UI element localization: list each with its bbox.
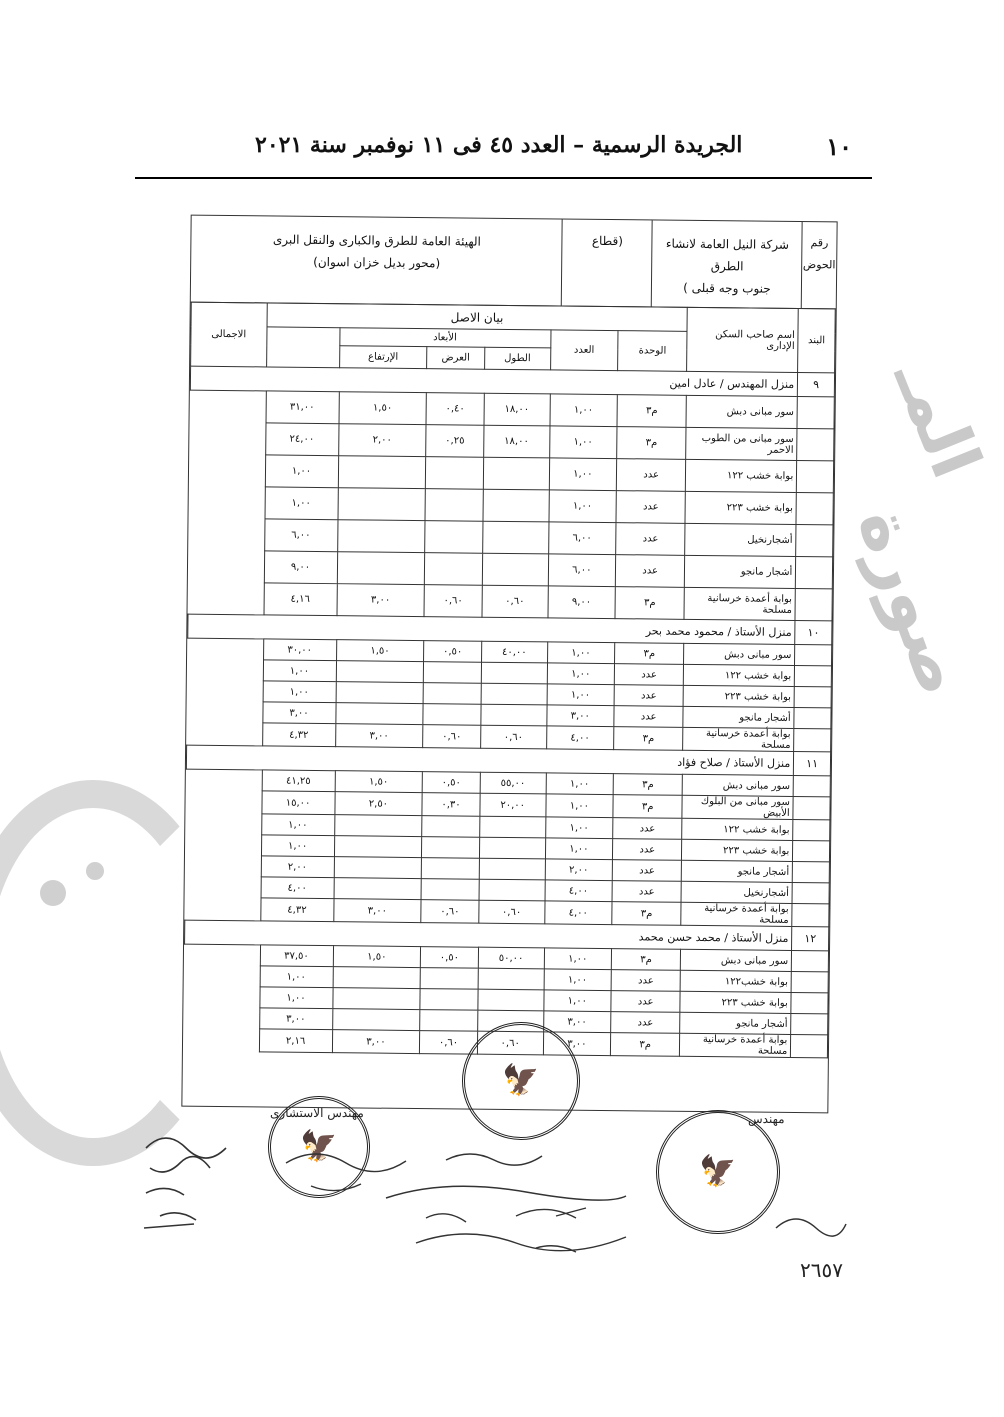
row-width: ٠,٣٠ [422, 793, 480, 817]
row-unit: عدد [611, 991, 680, 1013]
page-number: ١٠ [826, 132, 852, 161]
row-number-cell [793, 775, 830, 796]
row-quantity: ١,٠٠ [546, 794, 614, 818]
row-length [483, 457, 549, 490]
row-total: ٢,١٦ [259, 1029, 332, 1053]
row-width [422, 837, 480, 859]
row-unit: عدد [611, 970, 680, 992]
row-quantity: ٤,٠٠ [546, 726, 614, 750]
row-quantity: ١,٠٠ [549, 458, 617, 491]
col-header-total: الاجمالى [191, 302, 267, 367]
col-header-width: العرض [427, 347, 485, 370]
sector-cell: (قطاع [561, 220, 653, 307]
row-number-cell [797, 429, 834, 461]
row-length: ٤٠,٠٠ [481, 641, 547, 663]
scanned-form [181, 215, 837, 1114]
row-quantity: ٤,٠٠ [544, 901, 612, 925]
row-description: بوابة خشب ٢٢٣ [680, 991, 791, 1013]
row-description: أشجار مانجو [682, 860, 793, 882]
row-quantity: ١,٠٠ [544, 948, 612, 970]
row-quantity: ١,٠٠ [550, 394, 618, 427]
stamp-code: ٢٦٥٧ [800, 1258, 843, 1282]
authority-cell [191, 216, 563, 306]
row-height [336, 661, 424, 683]
watermark-text: صورة [841, 496, 985, 706]
row-total: ٣٠,٠٠ [263, 639, 336, 661]
row-total: ١,٠٠ [265, 455, 338, 488]
row-height [337, 520, 425, 553]
section-number: ٩ [798, 373, 835, 397]
row-length: ٠,٦٠ [482, 585, 548, 618]
row-description: سور مبانى دبش [682, 774, 793, 796]
row-length [481, 683, 547, 705]
row-description: بوابة خشب ٢٢٣ [685, 491, 796, 524]
row-width [420, 1010, 478, 1032]
row-quantity: ١,٠٠ [545, 817, 613, 839]
row-total: ٢٤,٠٠ [265, 423, 338, 456]
row-number-cell [796, 524, 833, 556]
row-width [422, 816, 480, 838]
row-number-cell [795, 644, 832, 665]
row-width [425, 489, 483, 522]
row-width: ٠,٦٠ [423, 725, 481, 749]
row-height: ١,٥٠ [333, 946, 421, 968]
row-width [421, 879, 479, 901]
row-number-cell [794, 686, 831, 707]
row-number-cell [793, 796, 830, 819]
row-length [478, 968, 544, 990]
col-header-no: البند [798, 309, 835, 373]
row-width [424, 662, 482, 684]
engineer-label: مهندس [748, 1112, 785, 1126]
row-quantity: ١,٠٠ [547, 642, 615, 664]
row-description: بوابة خشب ١٢٢ [682, 818, 793, 840]
row-quantity: ٣,٠٠ [543, 1011, 611, 1033]
row-height: ٣,٠٠ [335, 724, 423, 748]
eagle-emblem-icon: 🦅 [502, 1063, 540, 1098]
eagle-emblem-icon: 🦅 [699, 1154, 737, 1189]
row-total: ٤,٠٠ [261, 877, 334, 899]
row-length: ٠,٦٠ [479, 900, 545, 924]
row-unit: عدد [615, 555, 685, 588]
row-total: ٣,٠٠ [262, 702, 335, 724]
col-header-dimensions: الأبعاد [339, 328, 550, 348]
row-number-cell [795, 588, 832, 620]
row-height [336, 682, 424, 704]
row-description: أشجار مانجو [685, 555, 796, 588]
row-unit: م٣ [613, 795, 682, 819]
col-header-description: اسم صاحب السكن الإدارى [687, 307, 799, 372]
watermark-text: المـ [878, 350, 996, 489]
row-unit: عدد [612, 860, 681, 882]
row-width [423, 704, 481, 726]
row-unit: عدد [612, 881, 681, 903]
row-number-cell [793, 819, 830, 840]
row-description: بوابة أعمدة خرسانية مسلحة [683, 727, 794, 751]
table-body [183, 366, 834, 1058]
row-height: ٢,٥٠ [334, 792, 422, 816]
row-unit: م٣ [617, 395, 687, 428]
col-header-qty: العدد [550, 330, 618, 371]
row-unit: عدد [614, 685, 683, 707]
row-width: ٠,٦٠ [424, 585, 482, 618]
section-number: ١٠ [795, 620, 832, 644]
row-total: ١,٠٠ [260, 966, 333, 988]
row-total: ١,٠٠ [263, 660, 336, 682]
eagle-emblem-icon: 🦅 [300, 1129, 338, 1164]
row-quantity: ١,٠٠ [549, 426, 617, 459]
row-width [422, 858, 480, 880]
row-number-cell [797, 397, 834, 429]
row-height [334, 815, 422, 837]
row-height [338, 456, 426, 489]
row-width [426, 457, 484, 490]
row-quantity: ٢,٠٠ [545, 859, 613, 881]
row-number-cell [792, 950, 829, 971]
watermark-logo-dot [40, 880, 66, 906]
row-total: ٩,٠٠ [264, 551, 337, 584]
row-total: ٣١,٠٠ [266, 391, 339, 424]
project-name: (محور بديل خزان اسوان) [313, 254, 441, 271]
row-unit: م٣ [611, 949, 680, 971]
row-total: ١,٠٠ [263, 681, 336, 703]
row-description: سور مبانى دبش [681, 949, 792, 971]
row-width [425, 521, 483, 554]
row-height: ٢,٠٠ [338, 424, 426, 457]
row-quantity: ٦,٠٠ [548, 522, 616, 555]
row-quantity: ١,٠٠ [546, 773, 614, 795]
row-length: ٢٠,٠٠ [480, 793, 546, 817]
row-quantity: ٣,٠٠ [547, 705, 615, 727]
section-title: منزل الأستاذ / محمود محمد بحر [188, 614, 796, 644]
row-length: ٠,٦٠ [480, 725, 546, 749]
row-description: سور مبانى من البلوك الأبيض [682, 795, 793, 819]
row-length [479, 837, 545, 859]
row-unit: عدد [613, 818, 682, 840]
row-unit: عدد [614, 706, 683, 728]
row-quantity: ١,٠٠ [547, 684, 615, 706]
row-total: ١,٠٠ [261, 835, 334, 857]
row-quantity: ١,٠٠ [549, 490, 617, 523]
row-height [334, 836, 422, 858]
row-height: ١,٥٠ [339, 392, 427, 425]
row-total: ٤,٣٢ [262, 723, 335, 747]
row-height [337, 552, 425, 585]
row-total: ١٥,٠٠ [262, 791, 335, 815]
row-height [333, 967, 421, 989]
row-width: ٠,٥٠ [424, 641, 482, 663]
row-total: ٤١,٢٥ [262, 770, 335, 792]
row-quantity: ١,٠٠ [545, 838, 613, 860]
row-height [334, 857, 422, 879]
row-height [332, 1009, 420, 1031]
row-description: سور مبانى دبش [686, 395, 797, 428]
row-description: بوابة خشب ١٢٢ [686, 459, 797, 492]
row-width: ٠,٥٠ [421, 947, 479, 969]
row-quantity: ٦,٠٠ [548, 554, 616, 587]
row-width [420, 968, 478, 990]
row-number-cell [795, 665, 832, 686]
signature-area [136, 1063, 872, 1298]
row-number-cell [792, 903, 829, 926]
row-unit: عدد [616, 459, 686, 492]
row-quantity: ٤,٠٠ [545, 880, 613, 902]
row-length: ٥٥,٠٠ [480, 772, 546, 794]
row-width: ٠,٦٠ [421, 900, 479, 924]
row-quantity: ١,٠٠ [544, 990, 612, 1012]
row-width [423, 683, 481, 705]
row-unit: عدد [613, 839, 682, 861]
row-number-cell [793, 861, 830, 882]
row-width: ٠,٢٥ [426, 425, 484, 458]
row-description: أشجار مانجو [683, 706, 794, 728]
row-height: ٣,٠٠ [332, 1030, 420, 1054]
row-height: ٣,٠٠ [333, 899, 421, 923]
row-width: ٠,٤٠ [426, 393, 484, 426]
row-length [483, 489, 549, 522]
row-length [481, 662, 547, 684]
row-total: ٣,٠٠ [259, 1008, 332, 1030]
row-number-cell [791, 992, 828, 1013]
row-description: بوابة أعمدة خرسانية مسلحة [684, 587, 795, 620]
table-title: بيان الاصل [267, 303, 688, 331]
row-length: ٥٠,٠٠ [478, 947, 544, 969]
row-quantity: ٣,٠٠ [543, 1032, 611, 1056]
row-number-cell [792, 882, 829, 903]
row-height: ٣,٠٠ [337, 584, 425, 617]
row-width: ٠,٦٠ [420, 1031, 478, 1055]
row-number-cell [797, 460, 834, 492]
row-height [332, 988, 420, 1010]
authority-name: الهيئة العامة للطرق والكبارى والنقل البرى [272, 232, 482, 249]
row-height [335, 703, 423, 725]
row-description: سور مبانى دبش [684, 643, 795, 665]
row-width [425, 553, 483, 586]
company-branch: جنوب وجه قبلى ) [683, 280, 771, 296]
row-length: ١٨,٠٠ [484, 393, 550, 426]
row-total: ٤,٣٢ [260, 898, 333, 922]
row-unit: م٣ [614, 727, 683, 751]
row-total: ١,٠٠ [259, 987, 332, 1009]
row-number-cell [794, 728, 831, 751]
row-height [334, 878, 422, 900]
row-unit: م٣ [615, 587, 685, 620]
row-description: أشجار مانجو [680, 1012, 791, 1034]
items-table [183, 302, 836, 1059]
row-number-cell [793, 840, 830, 861]
row-length [479, 879, 545, 901]
row-unit: م٣ [610, 1033, 679, 1057]
handwritten-signatures [136, 1098, 872, 1298]
row-number-cell [791, 971, 828, 992]
row-unit: م٣ [617, 427, 687, 460]
row-description: سور مبانى من الطوب الاحمر [686, 427, 797, 460]
header-rule [135, 177, 872, 179]
row-unit: م٣ [613, 774, 682, 796]
row-quantity: ١,٠٠ [544, 969, 612, 991]
section-number: ١١ [794, 751, 831, 775]
row-total: ٢,٠٠ [261, 856, 334, 878]
col-header-height: الإرتفاع [339, 346, 427, 369]
row-width [420, 989, 478, 1011]
row-unit: م٣ [615, 643, 684, 665]
row-height [338, 488, 426, 521]
row-total: ٤,١٦ [264, 583, 337, 616]
consultant-engineer-label: مهندس الاستشارى [270, 1106, 364, 1120]
row-length [479, 816, 545, 838]
row-length [482, 553, 548, 586]
row-description: أشجارنخيل [681, 881, 792, 903]
row-total: ١,٠٠ [261, 814, 334, 836]
row-number-cell [796, 556, 833, 588]
form-header-row [191, 216, 837, 310]
row-number-cell [796, 492, 833, 524]
row-quantity: ٩,٠٠ [548, 586, 616, 619]
row-description: أشجارنخيل [685, 523, 796, 556]
row-number-cell [791, 1013, 828, 1034]
row-description: بوابة خشب ١٢٢ [684, 664, 795, 686]
row-height: ١,٥٠ [336, 640, 424, 662]
row-unit: عدد [616, 523, 686, 556]
col-header-unit: الوحدة [618, 331, 688, 372]
row-length: ٠,٦٠ [477, 1031, 543, 1055]
row-unit: عدد [616, 491, 686, 524]
company-cell [651, 220, 803, 308]
row-number-cell [794, 707, 831, 728]
row-description: بوابة خشب ٢٢٣ [682, 839, 793, 861]
row-description: بوابة أعمدة خرسانية مسلحة [680, 1033, 791, 1057]
company-name: شركة النيل العامة لانشاء الطرق [665, 236, 790, 274]
row-description: بوابة خشب١٢٢ [680, 970, 791, 992]
row-height: ١,٥٠ [335, 771, 423, 793]
row-description: بوابة أعمدة خرسانية مسلحة [681, 902, 792, 926]
row-quantity: ١,٠٠ [547, 663, 615, 685]
row-unit: م٣ [612, 902, 681, 926]
row-length [478, 989, 544, 1011]
row-unit: عدد [611, 1012, 680, 1034]
section-title: منزل المهندس / عادل امين [190, 366, 798, 396]
row-description: بوابة خشب ٢٢٣ [683, 685, 794, 707]
row-length [481, 704, 547, 726]
row-length: ١٨,٠٠ [483, 425, 549, 458]
section-title: منزل الأستاذ / محمد حسن محمد [185, 920, 793, 950]
row-length [482, 521, 548, 554]
section-title: منزل الأستاذ / صلاح فؤاد [186, 745, 794, 775]
row-width: ٠,٥٠ [422, 772, 480, 794]
page-header [135, 128, 872, 168]
row-number-label: رقم الحوض [801, 222, 837, 308]
row-length [479, 858, 545, 880]
col-header-length: الطول [484, 347, 550, 370]
watermark-logo-dot [86, 862, 104, 880]
row-total: ١,٠٠ [265, 487, 338, 520]
row-unit: عدد [614, 664, 683, 686]
section-number: ١٢ [792, 926, 829, 950]
row-total: ٦,٠٠ [264, 519, 337, 552]
gazette-title: الجريدة الرسمية – العدد ٤٥ فى ١١ نوفمبر سنة ٢٠٢١ [255, 132, 743, 158]
row-number-cell [791, 1034, 828, 1057]
row-total: ٣٧,٥٠ [260, 945, 333, 967]
